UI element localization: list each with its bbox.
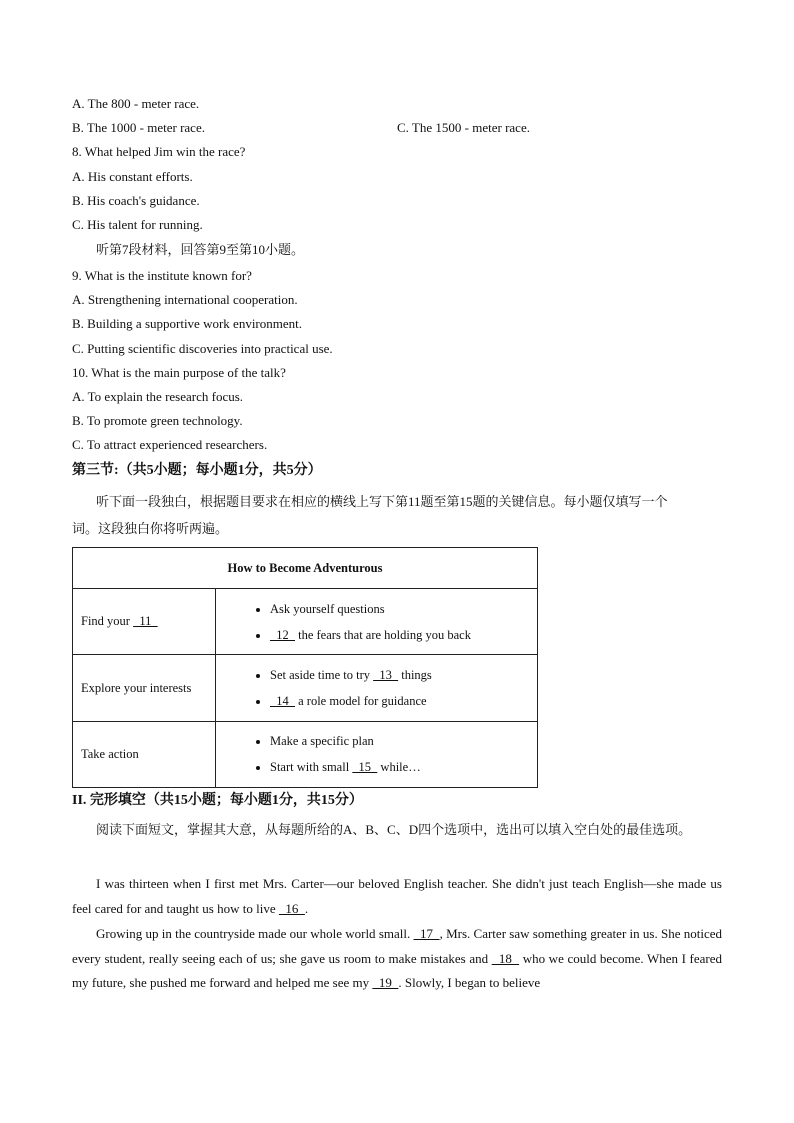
blank-14[interactable]: 14	[270, 694, 295, 709]
blank-15[interactable]: 15	[352, 760, 378, 775]
blank-17[interactable]: 17	[413, 926, 440, 941]
part3-heading: 第三节:（共5小题；每小题1分，共5分）	[72, 463, 322, 478]
passage-paragraph-1: I was thirteen when I first met Mrs. Carter—our beloved English teacher. She didn't just teach English—she made us feel cared for and taught us how to live 16 .	[72, 876, 722, 916]
part3-instruction-line2: 词。这段独白你将听两遍。	[72, 521, 229, 536]
blank-12[interactable]: 12	[270, 627, 295, 642]
q9-question: 9. What is the institute known for?	[72, 268, 252, 283]
blank-19[interactable]: 19	[372, 975, 399, 990]
table-row	[73, 655, 538, 721]
fill-in-table	[72, 547, 538, 788]
part2-heading: II. 完形填空（共15小题；每小题1分，共15分）	[72, 793, 363, 808]
row-label: Explore your interests	[73, 655, 216, 721]
table-row	[73, 721, 538, 787]
row-label: Take action	[73, 721, 216, 787]
q7-option-b: B. The 1000 - meter race.	[72, 120, 205, 135]
q10-option-b: B. To promote green technology.	[72, 413, 243, 428]
list-item: • Ask yourself questions	[270, 596, 537, 622]
table-title: How to Become Adventurous	[73, 548, 538, 589]
section7-instruction: 听第7段材料，回答第9至第10小题。	[96, 242, 305, 257]
q10-option-a: A. To explain the research focus.	[72, 389, 244, 404]
row-label: Find your 11	[73, 589, 216, 655]
blank-11[interactable]: 11	[133, 614, 158, 629]
q8-option-a: A. His constant efforts.	[72, 169, 193, 184]
blank-16[interactable]: 16	[278, 900, 305, 916]
q9-option-a: A. Strengthening international cooperation.	[72, 292, 298, 307]
passage-paragraph-2: Growing up in the countryside made our whole world small. 17 , Mrs. Carter saw something greater in us. She noticed every student, really seeing each of us; she gave us room to make mistakes and 18 who we could become. When I feared my future, she pushed me forward and helped me see my 19 . Slowly, I began to believe	[72, 926, 723, 990]
q8-option-b: B. His coach's guidance.	[72, 193, 200, 208]
q10-option-c: C. To attract experienced researchers.	[72, 437, 268, 452]
list-item: • Start with small 15 while…	[270, 754, 537, 780]
q7-option-c: C. The 1500 - meter race.	[397, 120, 530, 135]
list-item: • 12 the fears that are holding you back	[270, 622, 537, 648]
table-row	[73, 589, 538, 655]
blank-18[interactable]: 18	[491, 950, 520, 966]
list-item: • 14 a role model for guidance	[270, 688, 537, 714]
list-item: • Set aside time to try 13 things	[270, 662, 537, 688]
row-content	[216, 655, 538, 721]
q8-question: 8. What helped Jim win the race?	[72, 144, 246, 159]
q8-option-c: C. His talent for running.	[72, 217, 203, 232]
q9-option-c: C. Putting scientific discoveries into practical use.	[72, 341, 333, 356]
row-content	[216, 721, 538, 787]
list-item: • Make a specific plan	[270, 728, 537, 754]
q9-option-b: B. Building a supportive work environment.	[72, 316, 303, 331]
q10-question: 10. What is the main purpose of the talk?	[72, 365, 286, 380]
part3-instruction-line1: 听下面一段独白，根据题目要求在相应的横线上写下第11题至第15题的关键信息。每小题仅填写一个	[96, 494, 668, 509]
blank-13[interactable]: 13	[373, 668, 399, 683]
part2-instruction: 阅读下面短文，掌握其大意，从每题所给的A、B、C、D四个选项中，选出可以填入空白处的最佳选项。	[96, 822, 692, 837]
q7-option-a: A. The 800 - meter race.	[72, 96, 200, 111]
row-content	[216, 589, 538, 655]
